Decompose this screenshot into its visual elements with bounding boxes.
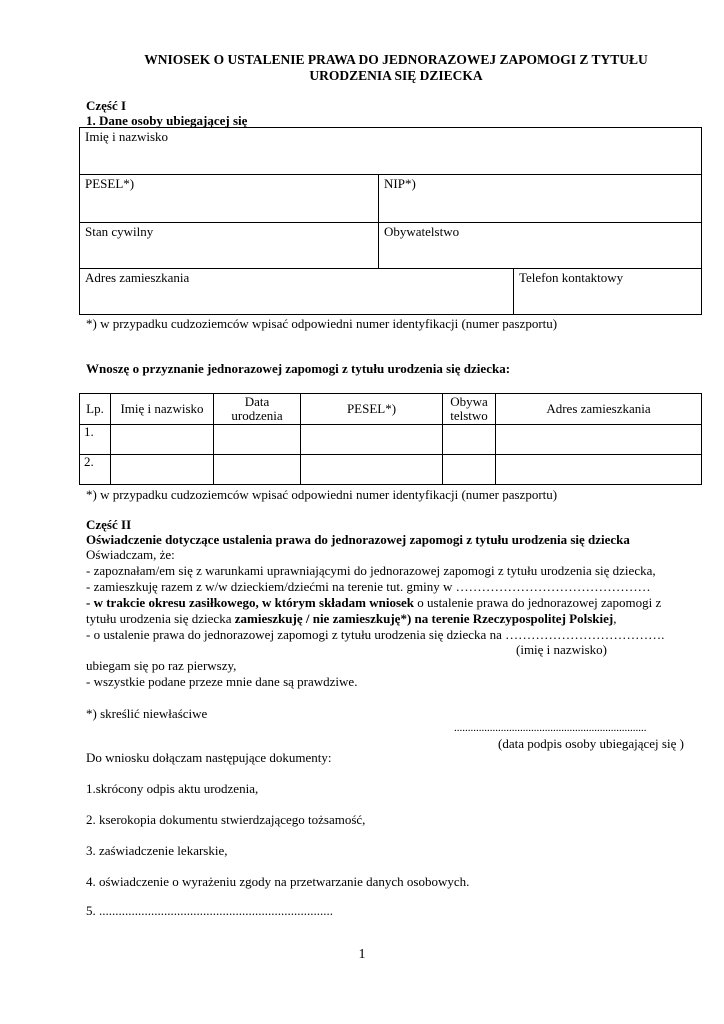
attachments-heading: Do wniosku dołączam następujące dokumenty: xyxy=(86,750,332,765)
cell[interactable] xyxy=(111,455,214,485)
civil-status-field[interactable]: Stan cywilny xyxy=(80,223,379,269)
phone-field[interactable]: Telefon kontaktowy xyxy=(514,269,702,315)
declaration-line-1: - zapoznałam/em się z warunkami uprawniającymi do jednorazowej zapomogi z tytułu urodzenia się dziecka, xyxy=(86,563,656,578)
part2-heading: Część II xyxy=(86,517,132,532)
declaration-line-7: - wszystkie podane przeze mnie dane są prawdziwe. xyxy=(86,674,358,689)
col-pesel: PESEL*) xyxy=(301,394,443,425)
declaration-line-2: - zamieszkuję razem z w/w dzieckiem/dziećmi na terenie tut. gminy w ……………………………………… xyxy=(86,579,651,594)
list-item: 2. kserokopia dokumentu stwierdzającego tożsamość, xyxy=(86,812,366,827)
declaration-line-3: - w trakcie okresu zasiłkowego, w którym składam wniosek o ustalenie prawa do jednorazowej zapomogi z xyxy=(86,595,662,610)
request-text: Wnoszę o przyznanie jednorazowej zapomogi z tytułu urodzenia się dziecka: xyxy=(86,361,511,376)
col-address: Adres zamieszkania xyxy=(496,394,702,425)
part1-heading: Część I xyxy=(86,98,127,113)
list-item: 5. ........................................................................ xyxy=(86,903,333,918)
cell[interactable] xyxy=(496,455,702,485)
part2-subheading: Oświadczenie dotyczące ustalenia prawa do jednorazowej zapomogi z tytułu urodzenia się dziecka xyxy=(86,532,630,547)
row-number: 1. xyxy=(80,425,111,455)
col-lp: Lp. xyxy=(80,394,111,425)
page-number: 1 xyxy=(358,947,366,962)
nip-field[interactable]: NIP*) xyxy=(379,175,702,223)
declaration-line-4: tytułu urodzenia się dziecka zamieszkuję / nie zamieszkuję*) na terenie Rzeczypospolitej Polskiej, xyxy=(86,611,617,626)
footnote-1: *) w przypadku cudzoziemców wpisać odpowiedni numer identyfikacji (numer paszportu) xyxy=(86,316,558,331)
address-field[interactable]: Adres zamieszkania xyxy=(80,269,514,315)
document-title: WNIOSEK O USTALENIE PRAWA DO JEDNORAZOWEJ ZAPOMOGI Z TYTUŁU URODZENIA SIĘ DZIECKA xyxy=(144,52,648,83)
col-citizenship: Obywa telstwo xyxy=(443,394,496,425)
declaration-intro: Oświadczam, że: xyxy=(86,547,175,562)
cell[interactable] xyxy=(496,425,702,455)
row-number: 2. xyxy=(80,455,111,485)
strike-note: *) skreślić niewłaściwe xyxy=(86,706,208,721)
children-table xyxy=(79,393,702,485)
col-birth-date: Data urodzenia xyxy=(214,394,301,425)
pesel-field[interactable]: PESEL*) xyxy=(80,175,379,223)
list-item: 1.skrócony odpis aktu urodzenia, xyxy=(86,781,259,796)
applicant-data-table xyxy=(79,127,702,315)
table-row xyxy=(80,425,702,455)
name-hint: (imię i nazwisko) xyxy=(516,642,607,657)
table-row xyxy=(80,455,702,485)
footnote-2: *) w przypadku cudzoziemców wpisać odpowiedni numer identyfikacji (numer paszportu) xyxy=(86,487,558,502)
cell[interactable] xyxy=(443,455,496,485)
citizenship-field[interactable]: Obywatelstwo xyxy=(379,223,702,269)
cell[interactable] xyxy=(443,425,496,455)
cell[interactable] xyxy=(301,425,443,455)
declaration-line-6: ubiegam się po raz pierwszy, xyxy=(86,658,237,673)
list-item: 3. zaświadczenie lekarskie, xyxy=(86,843,228,858)
name-field[interactable]: Imię i nazwisko xyxy=(80,128,702,175)
signature-line[interactable]: ...................................................................... xyxy=(454,722,647,734)
list-item: 4. oświadczenie o wyrażeniu zgody na przetwarzanie danych osobowych. xyxy=(86,874,470,889)
cell[interactable] xyxy=(214,455,301,485)
cell[interactable] xyxy=(214,425,301,455)
part1-subheading: 1. Dane osoby ubiegającej się xyxy=(86,113,248,128)
signature-label: (data podpis osoby ubiegającej się ) xyxy=(498,736,684,751)
declaration-line-5: - o ustalenie prawa do jednorazowej zapomogi z tytułu urodzenia się dziecka na ………………………………. xyxy=(86,627,665,642)
col-name: Imię i nazwisko xyxy=(111,394,214,425)
cell[interactable] xyxy=(111,425,214,455)
cell[interactable] xyxy=(301,455,443,485)
